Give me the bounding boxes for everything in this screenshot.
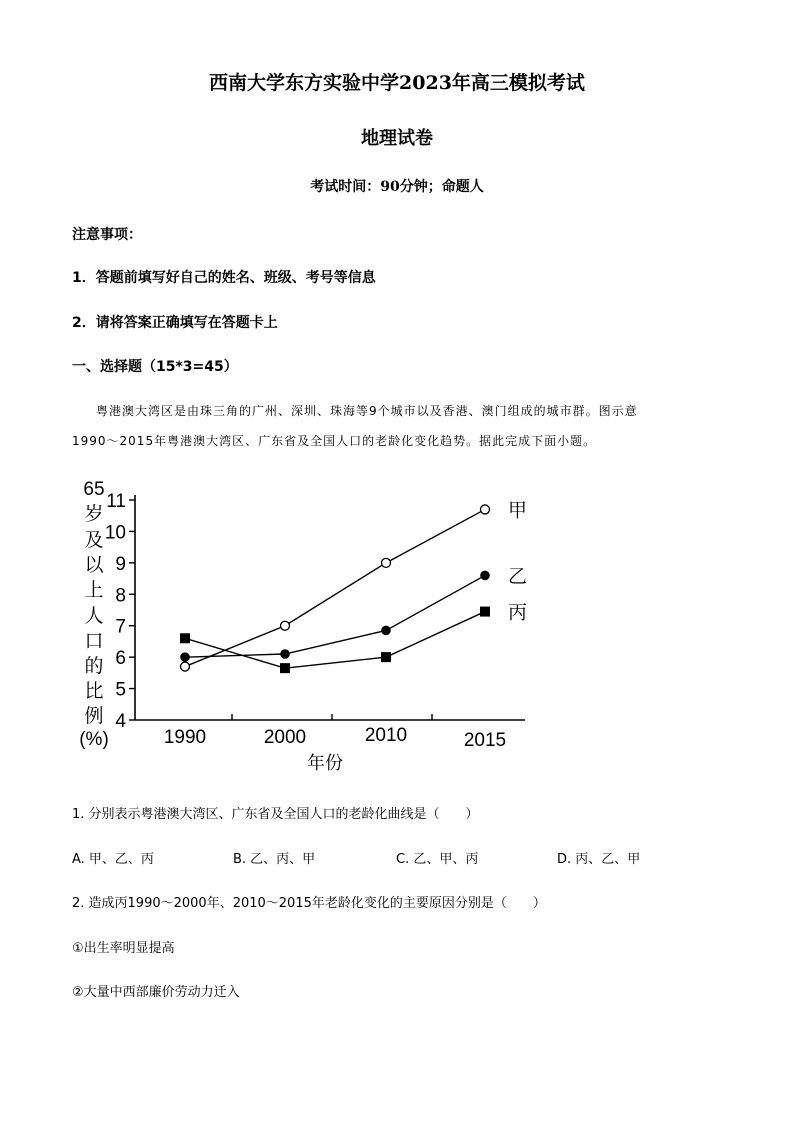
data-point — [480, 571, 490, 581]
passage-line-1: 粤港澳大湾区是由珠三角的广州、深圳、珠海等9个城市以及香港、澳门组成的城市群。图示意 — [96, 404, 638, 418]
data-point — [480, 607, 490, 617]
exam-info: 考试时间：90分钟；命题人 — [310, 179, 484, 195]
aging-trend-chart — [60, 470, 540, 775]
data-point — [382, 558, 391, 567]
y-tick-label: 8 — [115, 585, 126, 607]
series-group — [180, 500, 527, 673]
question-1-option-b: B. 乙、丙、甲 — [233, 852, 316, 867]
data-point — [181, 662, 190, 671]
section-title: 一、选择题（15*3=45） — [72, 359, 238, 375]
y-label-char: 口 — [84, 631, 104, 652]
data-point — [180, 652, 190, 662]
data-point — [481, 505, 490, 514]
data-point — [381, 626, 391, 636]
y-label-char: 例 — [84, 706, 104, 727]
y-tick-label: 4 — [115, 711, 126, 732]
y-tick-label: 11 — [106, 491, 126, 512]
question-2-choice-2: ②大量中西部廉价劳动力迁入 — [72, 985, 240, 1000]
question-1-option-d: D. 丙、乙、甲 — [557, 852, 641, 867]
series-line-3 — [185, 612, 485, 669]
subject-title: 地理试卷 — [361, 128, 433, 149]
y-axis-label — [79, 479, 109, 750]
question-1-option-a: A. 甲、乙、丙 — [72, 852, 154, 867]
y-label-char: 及 — [84, 530, 104, 551]
y-tick-label: 10 — [104, 522, 126, 544]
series-line-2 — [185, 575, 485, 657]
y-label-char: 人 — [84, 606, 104, 627]
question-2-stem: 2. 造成丙1990～2000年、2010～2015年老龄化变化的主要原因分别是（ ） — [72, 896, 546, 911]
data-point — [280, 649, 290, 659]
notes-heading: 注意事项： — [72, 227, 142, 243]
x-axis-label: 年份 — [307, 753, 343, 773]
y-tick-label: 5 — [115, 679, 126, 701]
y-label-char: 以 — [84, 555, 104, 576]
passage-line-2: 1990～2015年粤港澳大湾区、广东省及全国人口的老龄化变化趋势。据此完成下面小题。 — [72, 434, 597, 448]
y-label-char: 65 — [83, 479, 105, 500]
note-item-1: 1．答题前填写好自己的姓名、班级、考号等信息 — [72, 270, 376, 286]
y-label-char: 上 — [84, 580, 104, 601]
series-label-3: 丙 — [508, 602, 528, 624]
series-label-1: 甲 — [508, 500, 528, 522]
data-point — [281, 621, 290, 630]
y-tick-label: 6 — [115, 648, 126, 670]
data-point — [280, 663, 290, 673]
y-tick-label: 9 — [115, 553, 126, 575]
data-point — [180, 633, 190, 643]
data-point — [381, 652, 391, 662]
note-item-2: 2．请将答案正确填写在答题卡上 — [72, 315, 278, 331]
y-label-char: 的 — [84, 656, 104, 677]
y-tick-label: 7 — [115, 616, 126, 638]
exam-title: 西南大学东方实验中学2023年高三模拟考试 — [209, 72, 585, 94]
question-1-option-c: C. 乙、甲、丙 — [396, 852, 479, 867]
y-axis-ticks — [105, 491, 135, 732]
question-2-choice-1: ①出生率明显提高 — [72, 941, 175, 956]
y-label-char: 比 — [84, 681, 104, 702]
y-label-char: 岁 — [84, 504, 104, 525]
x-tick-label: 2015 — [463, 730, 507, 751]
y-label-char: (%) — [79, 729, 109, 750]
series-label-2: 乙 — [508, 566, 528, 588]
question-1-stem: 1. 分别表示粤港澳大湾区、广东省及全国人口的老龄化曲线是（ ） — [72, 807, 479, 822]
x-tick-label: 1990 — [163, 727, 207, 748]
x-tick-label: 2000 — [263, 727, 307, 748]
x-tick-label: 2010 — [364, 725, 408, 746]
